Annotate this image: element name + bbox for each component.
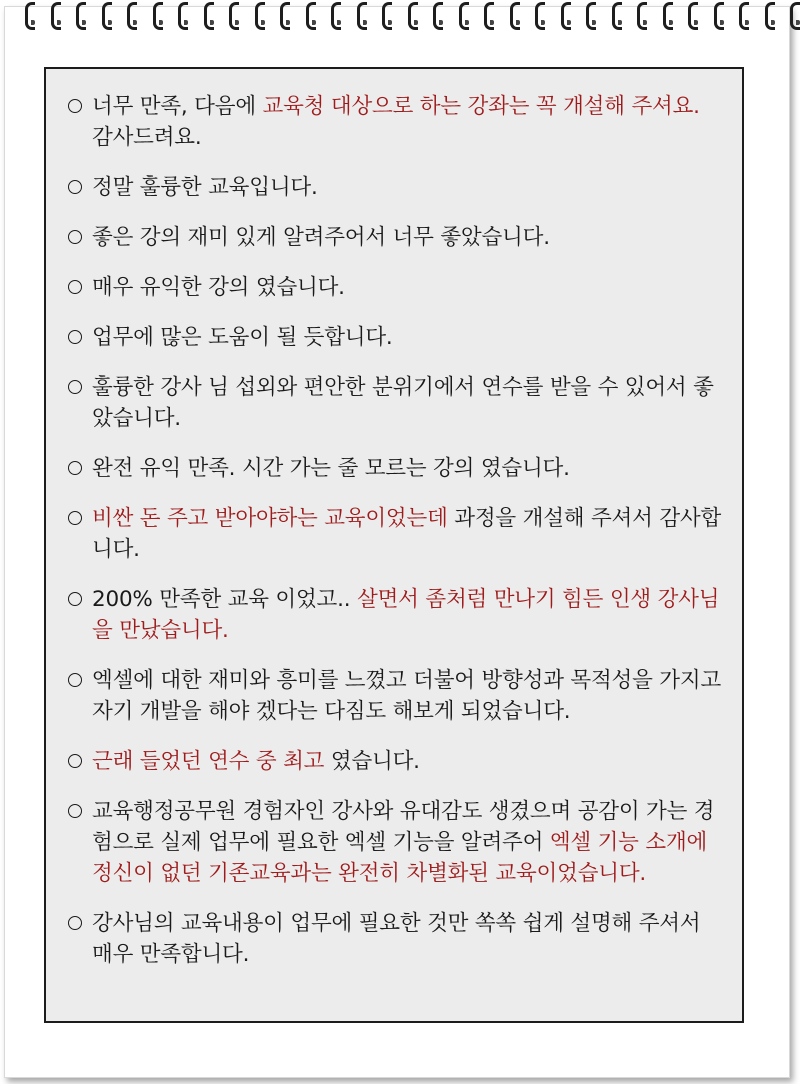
feedback-card [44, 67, 744, 1023]
circle-bullet-icon [68, 180, 82, 194]
spiral-ring-icon [662, 2, 673, 28]
circle-bullet-icon [68, 511, 82, 525]
circle-bullet-icon [68, 754, 82, 768]
circle-bullet-icon [68, 916, 82, 930]
spiral-ring-icon [279, 2, 290, 28]
feedback-list [46, 69, 742, 970]
circle-bullet-icon [68, 673, 82, 687]
feedback-item [68, 222, 724, 253]
spiral-ring-icon [789, 2, 800, 28]
spiral-ring-icon [483, 2, 494, 28]
feedback-text: 너무 만족, 다음에 [92, 94, 263, 119]
feedback-item [68, 584, 724, 646]
spiral-ring-icon [305, 2, 316, 28]
spiral-ring-icon [330, 2, 341, 28]
feedback-item [68, 503, 724, 565]
feedback-item [68, 746, 724, 777]
feedback-text: 엑셀에 대한 재미와 흥미를 느꼈고 더불어 방향성과 목적성을 가지고 자기 개발을 해야 겠다는 다짐도 해보게 되었습니다. [92, 668, 722, 724]
circle-bullet-icon [68, 380, 82, 394]
circle-bullet-icon [68, 230, 82, 244]
feedback-text: 강사님의 교육내용이 업무에 필요한 것만 쏙쏙 쉽게 설명해 주셔서 매우 만족합니다. [92, 911, 701, 967]
circle-bullet-icon [68, 592, 82, 606]
feedback-item [68, 908, 724, 970]
spiral-ring-icon [687, 2, 698, 28]
spiral-ring-icon [24, 2, 35, 28]
feedback-highlight-text: 비싼 돈 주고 받아야하는 교육이었는데 [92, 506, 448, 531]
circle-bullet-icon [68, 804, 82, 818]
spiral-ring-icon [738, 2, 749, 28]
spiral-ring-icon [611, 2, 622, 28]
feedback-text: 감사드려요. [92, 125, 202, 150]
circle-bullet-icon [68, 280, 82, 294]
spiral-ring-icon [203, 2, 214, 28]
feedback-text: 교육행정공무원 경험자인 강사와 유대감도 생겼으며 공감이 가는 경험으로 실제 업무에 필요한 엑셀 기능을 알려주어 [92, 799, 715, 855]
spiral-ring-icon [713, 2, 724, 28]
feedback-item [68, 372, 724, 434]
feedback-item [68, 796, 724, 889]
feedback-text: 200% 만족한 교육 이었고.. [92, 587, 358, 612]
feedback-item [68, 272, 724, 303]
circle-bullet-icon [68, 330, 82, 344]
feedback-highlight-text: 살면서 좀처럼 만나기 힘든 인생 강사님을 만났습니다. [92, 587, 720, 643]
feedback-item [68, 322, 724, 353]
feedback-text: 였습니다. [324, 749, 420, 774]
spiral-ring-icon [432, 2, 443, 28]
spiral-binding [0, 0, 800, 30]
spiral-ring-icon [764, 2, 775, 28]
feedback-text: 과정을 개설해 주셔서 감사합니다. [92, 506, 722, 562]
spiral-ring-icon [126, 2, 137, 28]
spiral-ring-icon [228, 2, 239, 28]
spiral-ring-icon [407, 2, 418, 28]
feedback-text: 정말 훌륭한 교육입니다. [92, 175, 318, 200]
spiral-ring-icon [254, 2, 265, 28]
feedback-item [68, 453, 724, 484]
spiral-ring-icon [356, 2, 367, 28]
spiral-ring-icon [509, 2, 520, 28]
feedback-item [68, 665, 724, 727]
circle-bullet-icon [68, 99, 82, 113]
circle-bullet-icon [68, 461, 82, 475]
spiral-ring-icon [50, 2, 61, 28]
feedback-text: 좋은 강의 재미 있게 알려주어서 너무 좋았습니다. [92, 225, 550, 250]
spiral-ring-icon [152, 2, 163, 28]
feedback-text: 매우 유익한 강의 였습니다. [92, 275, 345, 300]
feedback-highlight-text: 근래 들었던 연수 중 최고 [92, 749, 325, 774]
spiral-ring-icon [585, 2, 596, 28]
spiral-ring-icon [560, 2, 571, 28]
feedback-text: 훌륭한 강사 님 섭외와 편안한 분위기에서 연수를 받을 수 있어서 좋았습니다. [92, 375, 714, 431]
spiral-ring-icon [101, 2, 112, 28]
spiral-ring-icon [75, 2, 86, 28]
spiral-ring-icon [177, 2, 188, 28]
spiral-ring-icon [381, 2, 392, 28]
feedback-item [68, 91, 724, 153]
spiral-ring-icon [458, 2, 469, 28]
feedback-text: 완전 유익 만족. 시간 가는 줄 모르는 강의 였습니다. [92, 456, 570, 481]
spiral-ring-icon [534, 2, 545, 28]
spiral-ring-icon [636, 2, 647, 28]
feedback-item [68, 172, 724, 203]
feedback-text: 업무에 많은 도움이 될 듯합니다. [92, 325, 393, 350]
feedback-highlight-text: 교육청 대상으로 하는 강좌는 꼭 개설해 주셔요. [262, 94, 700, 119]
feedback-highlight-text: 엑셀 기능 소개에 정신이 없던 기존교육과는 완전히 차별화된 교육이었습니다. [92, 830, 708, 886]
